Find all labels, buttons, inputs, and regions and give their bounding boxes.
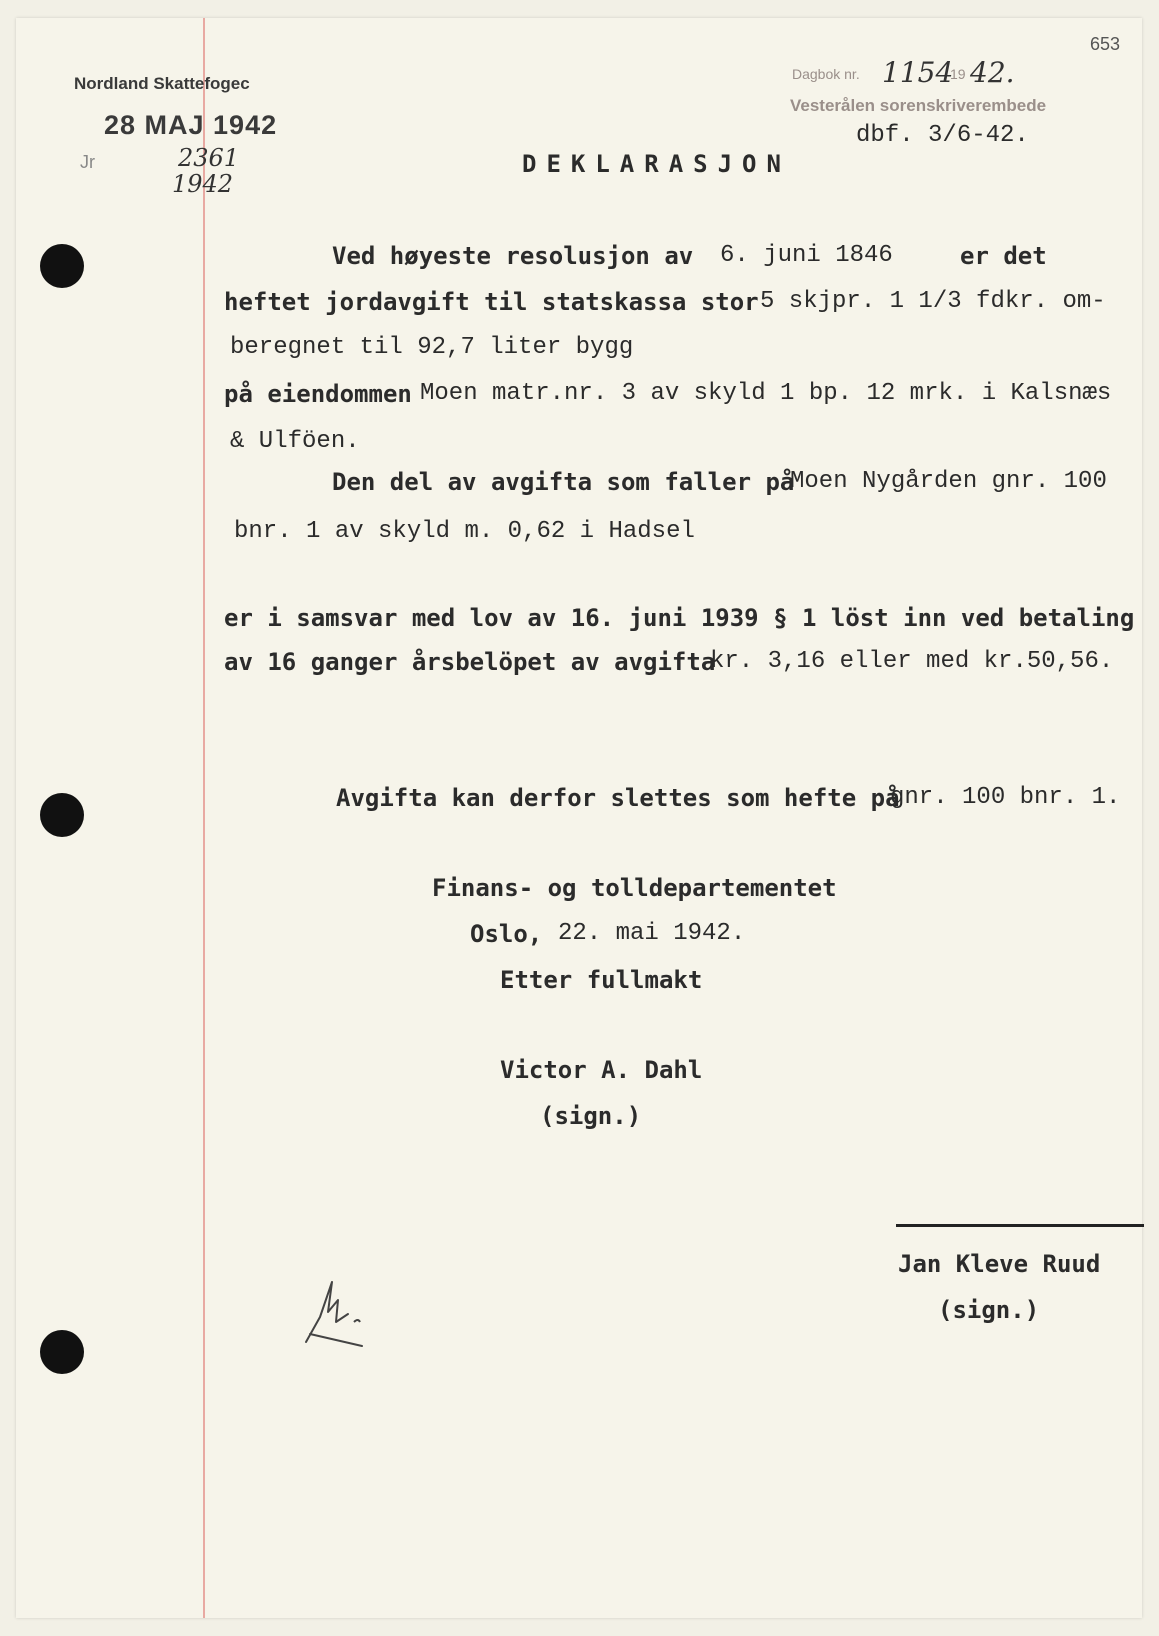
body-l1-bold2: er det xyxy=(960,242,1047,270)
stamp-reg-prefix: Jr xyxy=(80,152,95,172)
page-number: 653 xyxy=(1090,34,1121,54)
body-l6-bold: Den del av avgifta som faller på xyxy=(332,468,795,496)
body-l10-typed: gnr. 100 bnr. 1. xyxy=(890,784,1121,811)
dagbok-office: Vesterålen sorenskriverembede xyxy=(790,96,1047,115)
stamp-date: 28 MAJ 1942 xyxy=(104,110,278,140)
punch-hole-bottom xyxy=(40,1330,84,1374)
body-l9-bold: av 16 ganger årsbelöpet av avgifta xyxy=(224,648,716,676)
margin-line xyxy=(203,18,205,1618)
body-l10-bold: Avgifta kan derfor slettes som hefte på xyxy=(336,784,900,812)
body-l5-typed: & Ulföen. xyxy=(230,428,360,455)
body-l2-typed: 5 skjpr. 1 1/3 fdkr. om- xyxy=(760,288,1106,315)
place-date: 22. mai 1942. xyxy=(558,920,746,947)
body-l6-typed: Moen Nygården gnr. 100 xyxy=(790,468,1107,495)
stamp-reg-number: 2361 xyxy=(178,144,240,172)
body-l2-bold: heftet jordavgift til statskassa stor xyxy=(224,288,759,316)
dagbok-year: 42. xyxy=(970,56,1015,89)
stamp-office: Nordland Skattefogec xyxy=(74,74,250,93)
authority: Etter fullmakt xyxy=(500,966,703,994)
place-label: Oslo, xyxy=(470,920,543,948)
punch-hole-middle xyxy=(40,793,84,837)
body-l4-typed: Moen matr.nr. 3 av skyld 1 bp. 12 mrk. i Kalsnæs xyxy=(420,380,1112,407)
punch-hole-top xyxy=(40,244,84,288)
initials-signature xyxy=(298,1262,378,1352)
signer-2-name: Jan Kleve Ruud xyxy=(898,1250,1101,1278)
signer-2-sign: (sign.) xyxy=(938,1296,1040,1324)
body-l8-bold: er i samsvar med lov av 16. juni 1939 § 1 löst inn ved betaling xyxy=(224,604,1135,632)
dbf-date: dbf. 3/6-42. xyxy=(856,122,1029,149)
body-l4-bold: på eiendommen xyxy=(224,380,412,408)
body-l1-typed: 6. juni 1846 xyxy=(720,242,893,269)
body-l9-typed: kr. 3,16 eller med kr.50,56. xyxy=(710,648,1114,675)
dagbok-year-prefix: 19 xyxy=(950,66,966,82)
stamp-reg-year: 1942 xyxy=(172,170,234,198)
signer-1-sign: (sign.) xyxy=(540,1102,642,1130)
signer-1-name: Victor A. Dahl xyxy=(500,1056,703,1084)
body-l7-typed: bnr. 1 av skyld m. 0,62 i Hadsel xyxy=(234,518,695,545)
dept-name: Finans- og tolldepartementet xyxy=(432,874,837,902)
body-l1-bold: Ved høyeste resolusjon av xyxy=(332,242,694,270)
dagbok-label: Dagbok nr. xyxy=(792,66,860,82)
page-title: DEKLARASJON xyxy=(522,150,791,178)
body-l3-typed: beregnet til 92,7 liter bygg xyxy=(230,334,634,361)
dagbok-number: 1154 xyxy=(882,56,954,89)
signature-rule xyxy=(896,1224,1144,1227)
